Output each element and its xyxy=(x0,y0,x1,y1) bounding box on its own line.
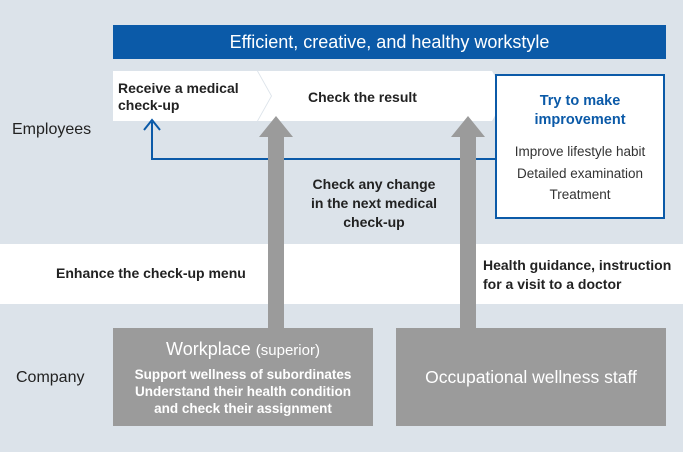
step-medical-checkup-line: Receive a medical xyxy=(118,80,239,96)
improvement-item: Detailed examination xyxy=(516,165,644,181)
employees-row-label: Employees xyxy=(12,121,92,138)
improvement-item: Treatment xyxy=(549,187,611,202)
workplace-title-main: Workplace xyxy=(166,339,251,359)
step-medical-checkup-label xyxy=(118,80,239,114)
workplace-duties xyxy=(113,366,373,417)
improvement-title-line: Try to make xyxy=(539,93,621,109)
improvement-list xyxy=(497,141,663,206)
occupational-up-arrow xyxy=(451,116,485,328)
improvement-title xyxy=(497,92,663,130)
workstyle-banner: Efficient, creative, and healthy workstyle xyxy=(113,25,666,59)
next-checkup-note-line: check-up xyxy=(343,214,405,230)
workplace-title-suffix: (superior) xyxy=(255,342,320,359)
improvement-title-line: improvement xyxy=(534,112,626,128)
workplace-title xyxy=(113,338,373,362)
occupational-staff-box xyxy=(396,328,666,426)
feedback-loop-arrow xyxy=(152,122,495,159)
health-guidance-line: Health guidance, instruction xyxy=(483,257,672,273)
next-checkup-note xyxy=(294,175,454,232)
workplace-up-arrow xyxy=(259,116,293,328)
next-checkup-note-line: in the next medical xyxy=(310,195,438,211)
workplace-duty: Support wellness of subordinates xyxy=(134,367,352,382)
improvement-item: Improve lifestyle habit xyxy=(514,144,646,159)
step-check-result-label: Check the result xyxy=(308,89,417,105)
workplace-duty: Understand their health condition xyxy=(134,384,351,399)
company-row-label: Company xyxy=(16,369,85,386)
workplace-duty: and check their assignment xyxy=(154,401,332,416)
next-checkup-note-line: Check any change xyxy=(312,176,436,192)
health-guidance-line: for a visit to a doctor xyxy=(483,276,622,292)
occupational-staff-title: Occupational wellness staff xyxy=(425,366,637,387)
enhance-menu-note: Enhance the check-up menu xyxy=(56,265,246,281)
improvement-box xyxy=(495,74,665,219)
health-guidance-note xyxy=(483,256,671,294)
workplace-box xyxy=(113,328,373,426)
step-medical-checkup-line: check-up xyxy=(118,97,180,113)
